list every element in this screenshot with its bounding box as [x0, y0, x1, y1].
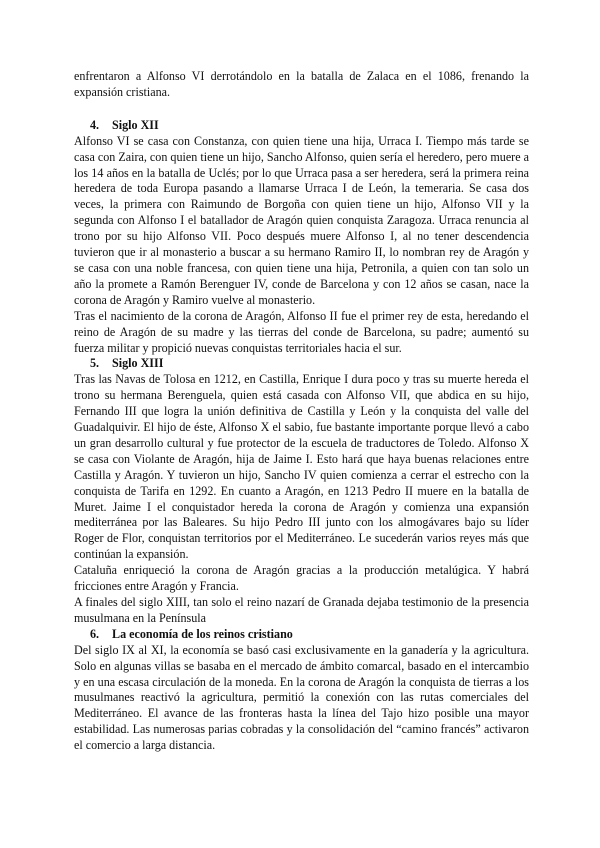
paragraph: Tras el nacimiento de la corona de Aragón, Alfonso II fue el primer rey de esta, heredando el reino de Aragón de su madre y las tierras del conde de Barcelona, su padre; aumentó su fuerza militar y propició nuevas conquistas territoriales hacia el sur. — [74, 308, 529, 355]
paragraph: Cataluña enriqueció la corona de Aragón gracias a la producción metalúgica. Y habrá fricciones entre Aragón y Francia. — [74, 563, 529, 594]
section-number: 6. — [90, 626, 100, 641]
section-heading-economia — [74, 627, 529, 643]
section-number: 5. — [90, 356, 100, 371]
intro-paragraph: enfrentaron a Alfonso VI derrotándolo en la batalla de Zalaca en el 1086, frenando la expansión cristiana. — [74, 69, 529, 99]
paragraph: Tras las Navas de Tolosa en 1212, en Castilla, Enrique I dura poco y tras su muerte hereda el trono su hermana Berenguela, quien está casada con Alfonso VII, que abdica en su hijo, Fernando III que logra la unión definitiva de Castilla y León y la conquista del valle del Guadalquivir. El hijo de éste, Alfonso X el sabio, fue bastante importante porque llevó a cabo un gran desarrollo cultural y fue protector de la escuela de traductores de Toledo. Alfonso X se casa con Violante de Aragón, hija de Jaime I. Esto hará que haya buenas relaciones entre Castilla y Aragón. Y tuvieron un hijo, Sancho IV quien comienza a cerrar el estrecho con la conquista de Tarifa en 1292. En cuanto a Aragón, en 1213 Pedro II muere en la batalla de Muret. Jaime I el conquistador hereda la corona de Aragón y comienza una expansión mediterránea por las Baleares. Su hijo Pedro III junto con los almogávares bajo su líder Roger de Flor, conquistan territorios por el Mediterráneo. Le sucederán varios reyes más que continúan la expansión. — [74, 372, 529, 562]
section-title: Siglo XII — [112, 117, 159, 132]
section-title: La economía de los reinos cristiano — [112, 626, 293, 641]
paragraph: A finales del siglo XIII, tan solo el reino nazarí de Granada dejaba testimonio de la presencia musulmana en la Península — [74, 595, 529, 625]
paragraph: Alfonso VI se casa con Constanza, con quien tiene una hija, Urraca I. Tiempo más tarde se casa con Zaira, con quien tiene un hijo, Sancho Alfonso, quien sería el heredero, pero muere a los 14 años en la batalla de Uclés; por lo que Urraca pasa a ser heredera, será la primera reina heredera de toda Europa pasando a llamarse Urraca I de León, la temeraria. Se casa dos veces, la primera con Raimundo de Borgoña con quien tiene un hijo, Alfonso VII y la segunda con Alfonso I el batallador de Aragón quien conquista Zaragoza. Urraca renuncia al trono por su hijo Alfonso VII. Poco después muere Alfonso I, al no tener descendencia tuvieron que ir al monasterio a buscar a su hermano Ramiro II, lo nombran rey de Aragón y se casa con una noble francesa, con quien tiene una hija, Petronila, a quien con tan solo un año la promete a Ramón Berenguer IV, conde de Barcelona y con 12 años se casan, nace la corona de Aragón y Ramiro vuelve al monasterio. — [74, 133, 529, 307]
paragraph: Del siglo IX al XI, la economía se basó casi exclusivamente en la ganadería y la agricultura. Solo en algunas villas se basaba en el mercado de ámbito comarcal, basado en el intercambio y en una escasa circulación de la moneda. En la corona de Aragón la conquista de tierras a los musulmanes reactivó la agricultura, permitió la conexión con las rutas comerciales del Mediterráneo. El avance de las fronteras hasta la línea del Tajo hizo posible una mayor estabilidad. Las numerosas parias cobradas y la consolidación del “camino francés” activaron el comercio a larga distancia. — [74, 642, 529, 753]
section-number: 4. — [90, 117, 100, 132]
section-heading-siglo-xiii — [74, 356, 529, 372]
section-title: Siglo XIII — [112, 356, 164, 371]
section-heading-siglo-xii — [74, 118, 529, 134]
